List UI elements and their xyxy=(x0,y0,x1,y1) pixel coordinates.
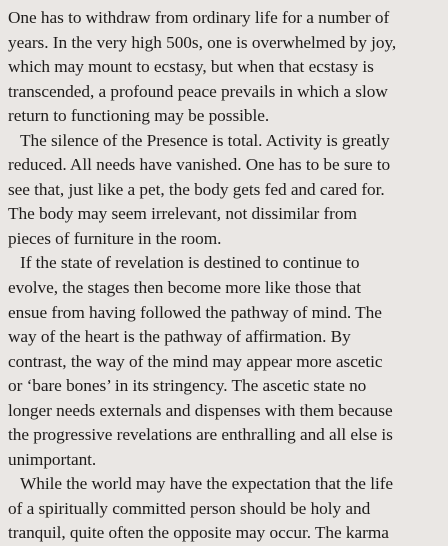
text-line: tranquil, quite often the opposite may occur. The karma xyxy=(8,523,389,543)
text-line: longer needs externals and dispenses with them because xyxy=(8,400,393,420)
text-line: or ‘bare bones’ in its stringency. The ascetic state no xyxy=(8,376,367,396)
text-line: the progressive revelations are enthralling and all else is xyxy=(8,425,393,445)
text-line: years. In the very high 500s, one is overwhelmed by joy, xyxy=(8,32,397,52)
text-line: reduced. All needs have vanished. One has to be sure to xyxy=(8,155,391,175)
text-line: ensue from having followed the pathway of mind. The xyxy=(8,302,382,322)
text-line: transcended, a profound peace prevails in which a slow xyxy=(8,81,388,101)
text-line: contrast, the way of the mind may appear more ascetic xyxy=(8,351,383,371)
paragraph-first-line: If the state of revelation is destined to continue to xyxy=(20,253,360,273)
text-line: return to functioning may be possible. xyxy=(8,106,270,126)
body-text xyxy=(8,6,448,546)
text-line: which may mount to ecstasy, but when that ecstasy is xyxy=(8,57,374,77)
paragraph-first-line: The silence of the Presence is total. Activity is greatly xyxy=(20,130,390,150)
text-line: The body may seem irrelevant, not dissimilar from xyxy=(8,204,357,224)
text-line: pieces of furniture in the room. xyxy=(8,228,222,248)
text-line: see that, just like a pet, the body gets fed and cared for. xyxy=(8,179,385,199)
text-line: unimportant. xyxy=(8,449,97,469)
text-line: of a spiritually committed person should be holy and xyxy=(8,498,371,518)
paragraph-first-line: While the world may have the expectation that the life xyxy=(20,474,394,494)
text-line: One has to withdraw from ordinary life for a number of xyxy=(8,8,390,27)
text-line: evolve, the stages then become more like those that xyxy=(8,278,362,298)
text-line: way of the heart is the pathway of affirmation. By xyxy=(8,327,351,347)
